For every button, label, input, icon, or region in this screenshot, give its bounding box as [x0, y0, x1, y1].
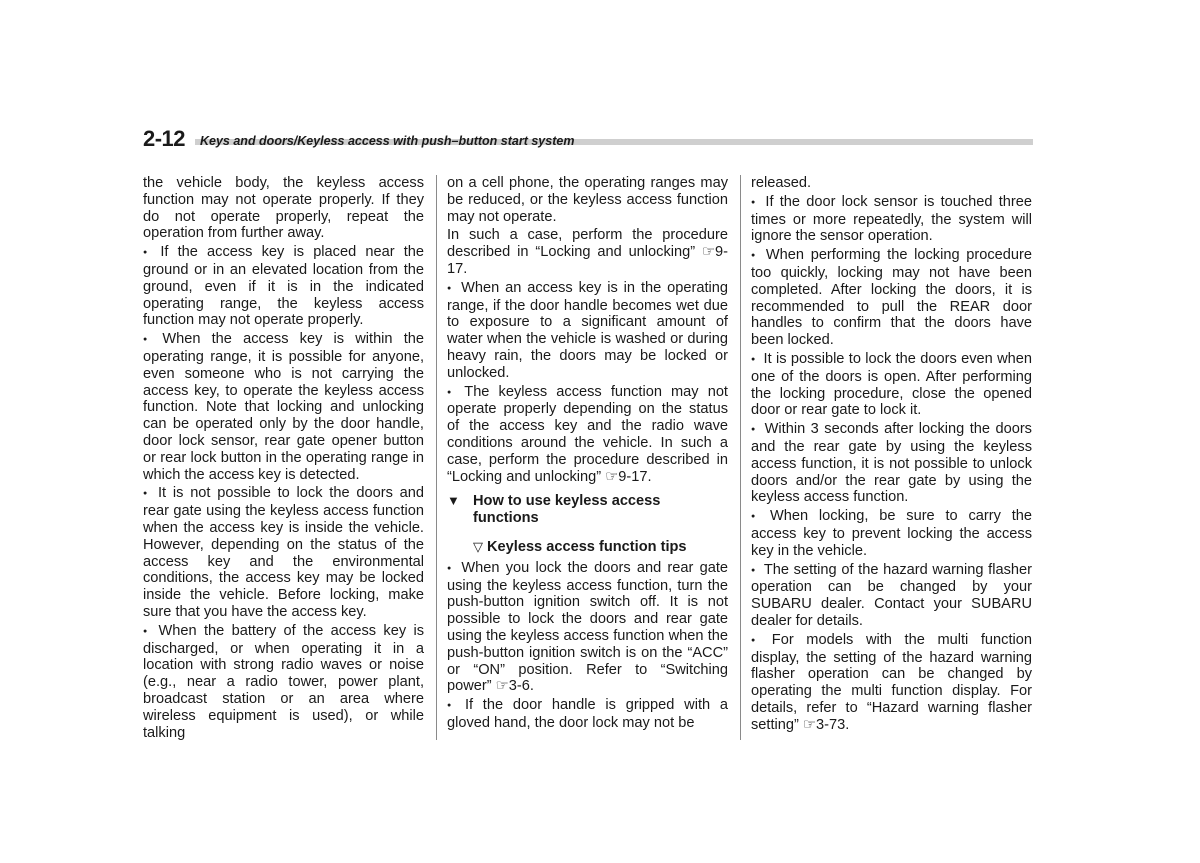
subsection-heading — [447, 539, 728, 556]
column-divider — [740, 175, 741, 740]
text-column-3 — [751, 175, 1032, 736]
bullet-paragraph: ● It is not possible to lock the doors and rear gate using the keyless access function when the access key is inside the vehicle. However, depending on the status of the access key and the environmental conditions, the access key may be locked inside the vehicle. Before locking, make sure that you have the access key. — [143, 485, 424, 620]
bullet-paragraph: ● When performing the locking procedure too quickly, locking may not have been completed. After locking the doors, it is recommended to pull the REAR door handles to confirm that the doors have been locked. — [751, 247, 1032, 349]
bullet-paragraph: ● When an access key is in the operating range, if the door handle becomes wet due to exposure to a significant amount of water when the vehicle is washed or during heavy rain, the doors may be locked or unlocked. — [447, 280, 728, 382]
page-header — [143, 126, 1033, 150]
bullet-paragraph: ● The setting of the hazard warning flasher operation can be changed by your SUBARU dealer. Contact your SUBARU dealer for details. — [751, 562, 1032, 630]
body-paragraph: the vehicle body, the keyless access function may not operate properly. If they do not operate properly, repeat the operation from further away. — [143, 175, 424, 242]
bullet-paragraph: ● If the door lock sensor is touched three times or more repeatedly, the system will ignore the sensor operation. — [751, 194, 1032, 245]
text-column-2 — [447, 175, 728, 734]
triangle-down-icon: ▼ — [447, 493, 460, 509]
bullet-paragraph: ● If the access key is placed near the ground or in an elevated location from the ground, even if it is in the indicated operating range, the keyless access function may not operate properly. — [143, 244, 424, 329]
bullet-paragraph: ● When you lock the doors and rear gate using the keyless access function, turn the push-button ignition switch off. It is not possible to lock the doors and rear gate using the keyless access function when the push-button ignition switch is on the “ACC” or “ON” position. Refer to “Switching power” ☞3-6. — [447, 560, 728, 695]
body-paragraph: In such a case, perform the procedure described in “Locking and unlocking” ☞9-17. — [447, 227, 728, 277]
bullet-paragraph: ● It is possible to lock the doors even when one of the doors is open. After performing the locking procedure, close the opened door or rear gate to lock it. — [751, 351, 1032, 419]
text-column-1 — [143, 175, 424, 743]
bullet-paragraph: ● Within 3 seconds after locking the doors and the rear gate by using the keyless access function, it is not possible to unlock doors and/or the rear gate by using the keyless access function. — [751, 421, 1032, 506]
body-paragraph: on a cell phone, the operating ranges may be reduced, or the keyless access function may not operate. — [447, 175, 728, 225]
section-heading — [447, 493, 728, 527]
triangle-outline-icon: ▽ — [473, 538, 483, 554]
subsection-heading-label: Keyless access function tips — [487, 538, 687, 555]
bullet-paragraph: ● The keyless access function may not operate properly depending on the status of the access key and the radio wave conditions around the vehicle. In such a case, perform the procedure described in “Locking and unlocking” ☞9-17. — [447, 384, 728, 486]
bullet-paragraph: ● For models with the multi function display, the setting of the hazard warning flasher operation can be changed by operating the multi function display. For details, refer to “Hazard warning flasher setting” ☞3-73. — [751, 632, 1032, 734]
column-divider — [436, 175, 437, 740]
section-heading-label: How to use keyless access functions — [473, 493, 661, 527]
bullet-paragraph: ● When the battery of the access key is discharged, or when operating it in a location with strong radio waves or noise (e.g., near a radio tower, power plant, broadcast station or an area where wireless equipment is used), or while talking — [143, 623, 424, 742]
section-title: Keys and doors/Keyless access with push–button start system — [200, 134, 575, 148]
bullet-paragraph: ● If the door handle is gripped with a gloved hand, the door lock may not be — [447, 697, 728, 732]
body-paragraph: released. — [751, 175, 812, 191]
page-number: 2-12 — [143, 126, 186, 151]
bullet-paragraph: ● When locking, be sure to carry the access key to prevent locking the access key in the vehicle. — [751, 508, 1032, 559]
bullet-paragraph: ● When the access key is within the operating range, it is possible for anyone, even someone who is not carrying the access key, to operate the keyless access function. Note that locking and unlocking can be operated only by the door handle, door lock sensor, rear gate opener button or rear lock button in the operating range in which the access key is detected. — [143, 331, 424, 483]
